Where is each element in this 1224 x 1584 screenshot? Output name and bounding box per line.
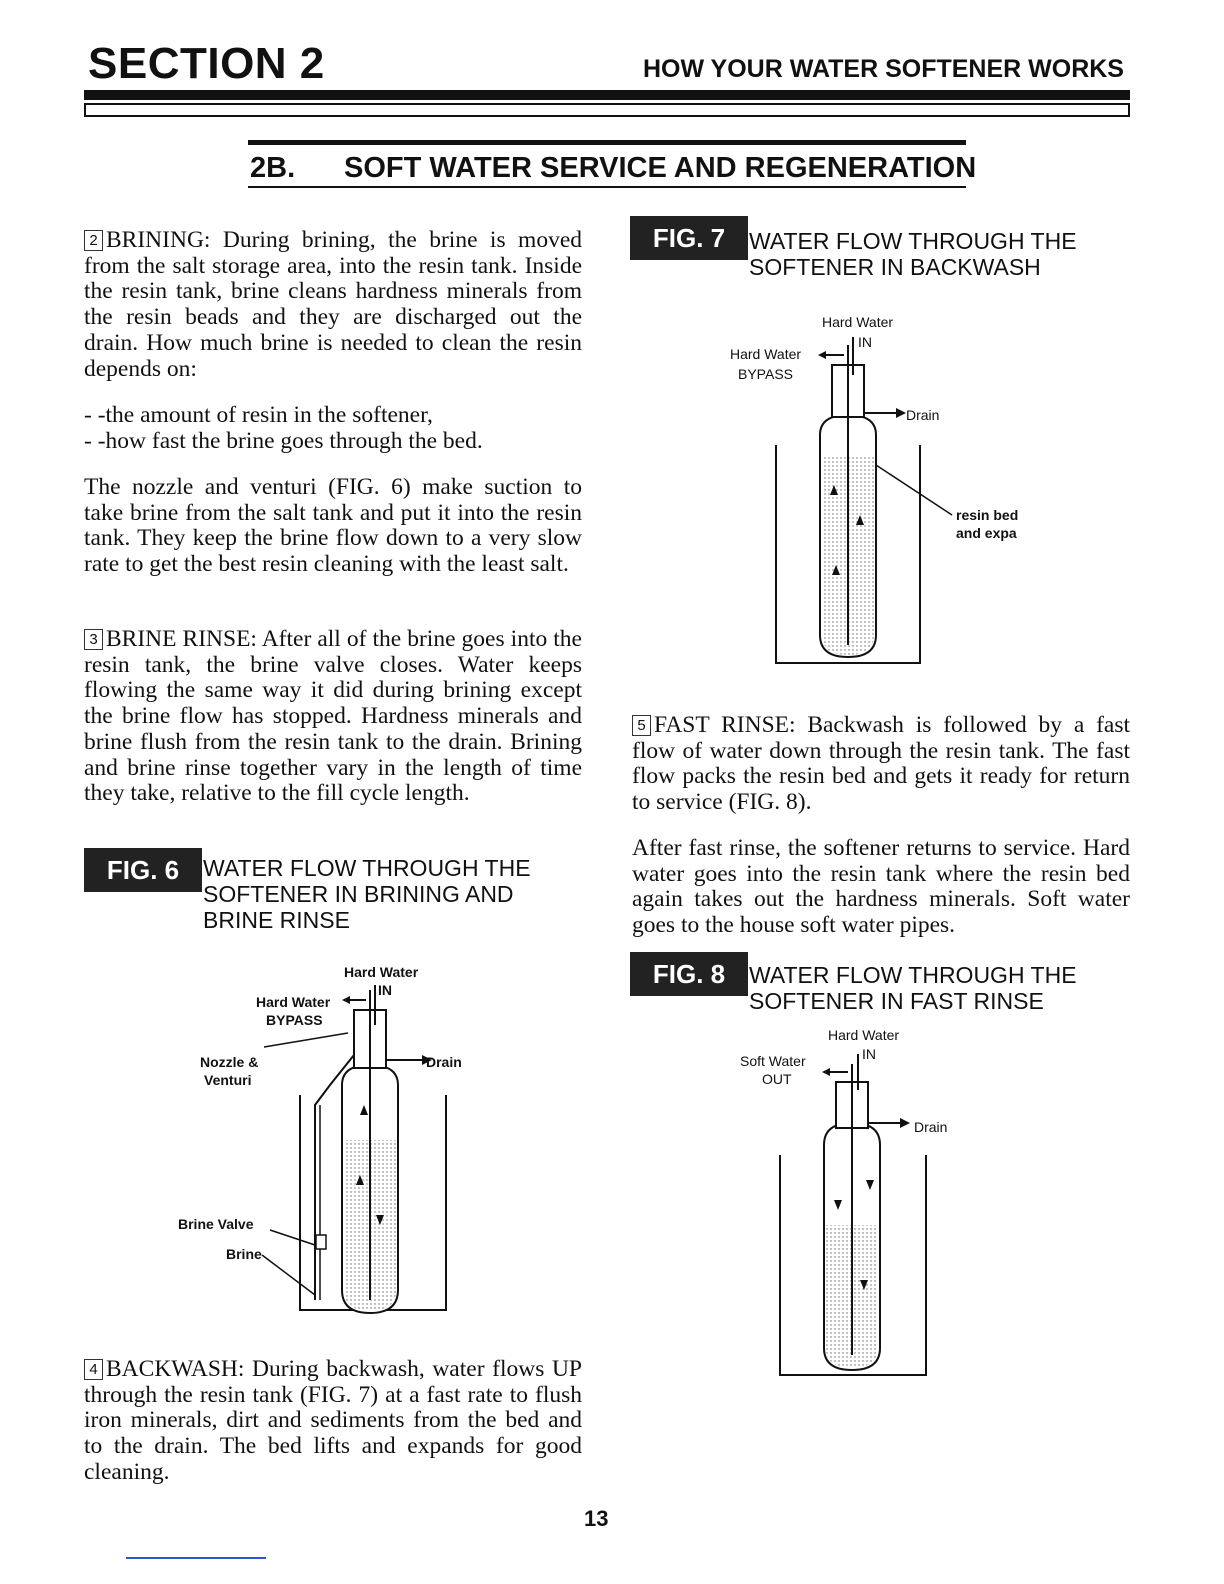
fig7-hard-water-label: Hard Water [822, 314, 894, 330]
header-rule-thick [84, 90, 1130, 100]
fig7-caption [749, 228, 1129, 280]
fig6-venturi-label: Venturi [204, 1072, 252, 1088]
fig7-bypass-label: BYPASS [738, 366, 793, 382]
brining-paragraph [84, 228, 582, 382]
brine-rinse-text: BRINE RINSE: After all of the brine goes into the resin tank, the brine valve closes. Water keeps flowing the same way it did during brining except the brine flow has stopped. Hardness minerals and brine flush from the resin tank to the drain. Brining and brine rinse together vary in the length of time they take, relative to the fill cycle length. [84, 626, 582, 807]
fig8-diagram [730, 1020, 990, 1385]
fig6-hard-water-bypass-label: Hard Water [256, 994, 331, 1010]
step-number: 5 [632, 715, 651, 736]
step-number: 2 [84, 230, 103, 251]
fig6-diagram [170, 955, 490, 1320]
list-item: - -the amount of resin in the softener, [84, 402, 433, 428]
fig7-in-label: IN [858, 334, 872, 350]
caption-line: SOFTENER IN FAST RINSE [749, 988, 1044, 1014]
fig8-caption [749, 962, 1129, 1014]
subsection-title: SOFT WATER SERVICE AND REGENERATION [344, 152, 977, 184]
brine-rinse-paragraph [84, 627, 582, 807]
fig7-drain-label: Drain [906, 407, 940, 423]
fig8-drain-label: Drain [914, 1119, 948, 1135]
brining-text: BRINING: During brining, the brine is moved from the salt storage area, into the resin tank. Inside the resin tank, brine cleans hardness minerals from the resin beads and they are discharged out the drain. How much brine is needed to clean the resin depends on: [84, 227, 582, 382]
backwash-paragraph [84, 1357, 582, 1486]
step-number: 3 [84, 629, 103, 650]
fig7-expand-label: and expa [956, 525, 1017, 541]
step-number: 4 [84, 1359, 103, 1380]
fig6-nozzle-label: Nozzle & [200, 1054, 259, 1070]
fig6-drain-label: Drain [426, 1054, 462, 1070]
brine-valve [316, 1235, 326, 1249]
fig8-in-label: IN [862, 1046, 876, 1062]
fig6-brine-valve-label: Brine Valve [178, 1216, 254, 1232]
fast-rinse-paragraph [632, 713, 1130, 816]
fig6-caption [203, 855, 563, 933]
backwash-text: BACKWASH: During backwash, water flows UP through the resin tank (FIG. 7) at a fast rate to flush iron minerals, dirt and sediments from the bed and to the drain. The bed lifts and expands for good cleaning. [84, 1356, 582, 1485]
fig6-brine-label: Brine [226, 1246, 262, 1262]
caption-line: WATER FLOW THROUGH THE [749, 962, 1077, 988]
fig7-diagram [720, 305, 1050, 670]
subsection-rule-bottom [248, 186, 966, 188]
nozzle-paragraph: The nozzle and venturi (FIG. 6) make suction to take brine from the salt tank and put it into the resin tank. They keep the brine flow down to a very slow rate to get the best resin cleaning with the least salt. [84, 474, 582, 578]
fig6-bypass-label: BYPASS [266, 1012, 323, 1028]
caption-line: WATER FLOW THROUGH THE [749, 228, 1077, 254]
fig6-in-label: IN [378, 982, 392, 998]
caption-line: WATER FLOW THROUGH THE [203, 855, 531, 881]
fig8-hard-water-label: Hard Water [828, 1027, 900, 1043]
resin-factor-list [84, 403, 582, 454]
caption-line: SOFTENER IN BRINING AND [203, 881, 514, 907]
subsection-rule-top [248, 140, 966, 145]
fig8-soft-water-label: Soft Water [740, 1053, 806, 1069]
fig7-hard-water-bypass-label: Hard Water [730, 346, 802, 362]
footer-link-underline [126, 1557, 266, 1559]
fig8-out-label: OUT [762, 1071, 792, 1087]
fast-rinse-text: FAST RINSE: Backwash is followed by a fast flow of water down through the resin tank. The fast flow packs the resin bed and gets it ready for return to service (FIG. 8). [632, 712, 1130, 816]
fig8-label: FIG. 8 [630, 952, 748, 996]
after-fast-rinse-paragraph: After fast rinse, the softener returns to service. Hard water goes into the resin tank where the resin bed again takes out the hardness minerals. Soft water goes to the house soft water pipes. [632, 835, 1130, 939]
section-title: SECTION 2 [88, 39, 325, 88]
caption-line: BRINE RINSE [203, 907, 350, 933]
list-item: - -how fast the brine goes through the bed. [84, 427, 483, 454]
fig6-hard-water-label: Hard Water [344, 964, 419, 980]
subsection-number: 2B. [250, 152, 296, 184]
header-rule-box [84, 103, 1130, 117]
section-subtitle: HOW YOUR WATER SOFTENER WORKS [642, 55, 1124, 83]
fig6-label: FIG. 6 [84, 848, 202, 892]
fig7-label: FIG. 7 [630, 216, 748, 260]
caption-line: SOFTENER IN BACKWASH [749, 254, 1041, 280]
page-number: 13 [584, 1506, 609, 1531]
fig7-resin-bed-label: resin bed [956, 507, 1019, 523]
